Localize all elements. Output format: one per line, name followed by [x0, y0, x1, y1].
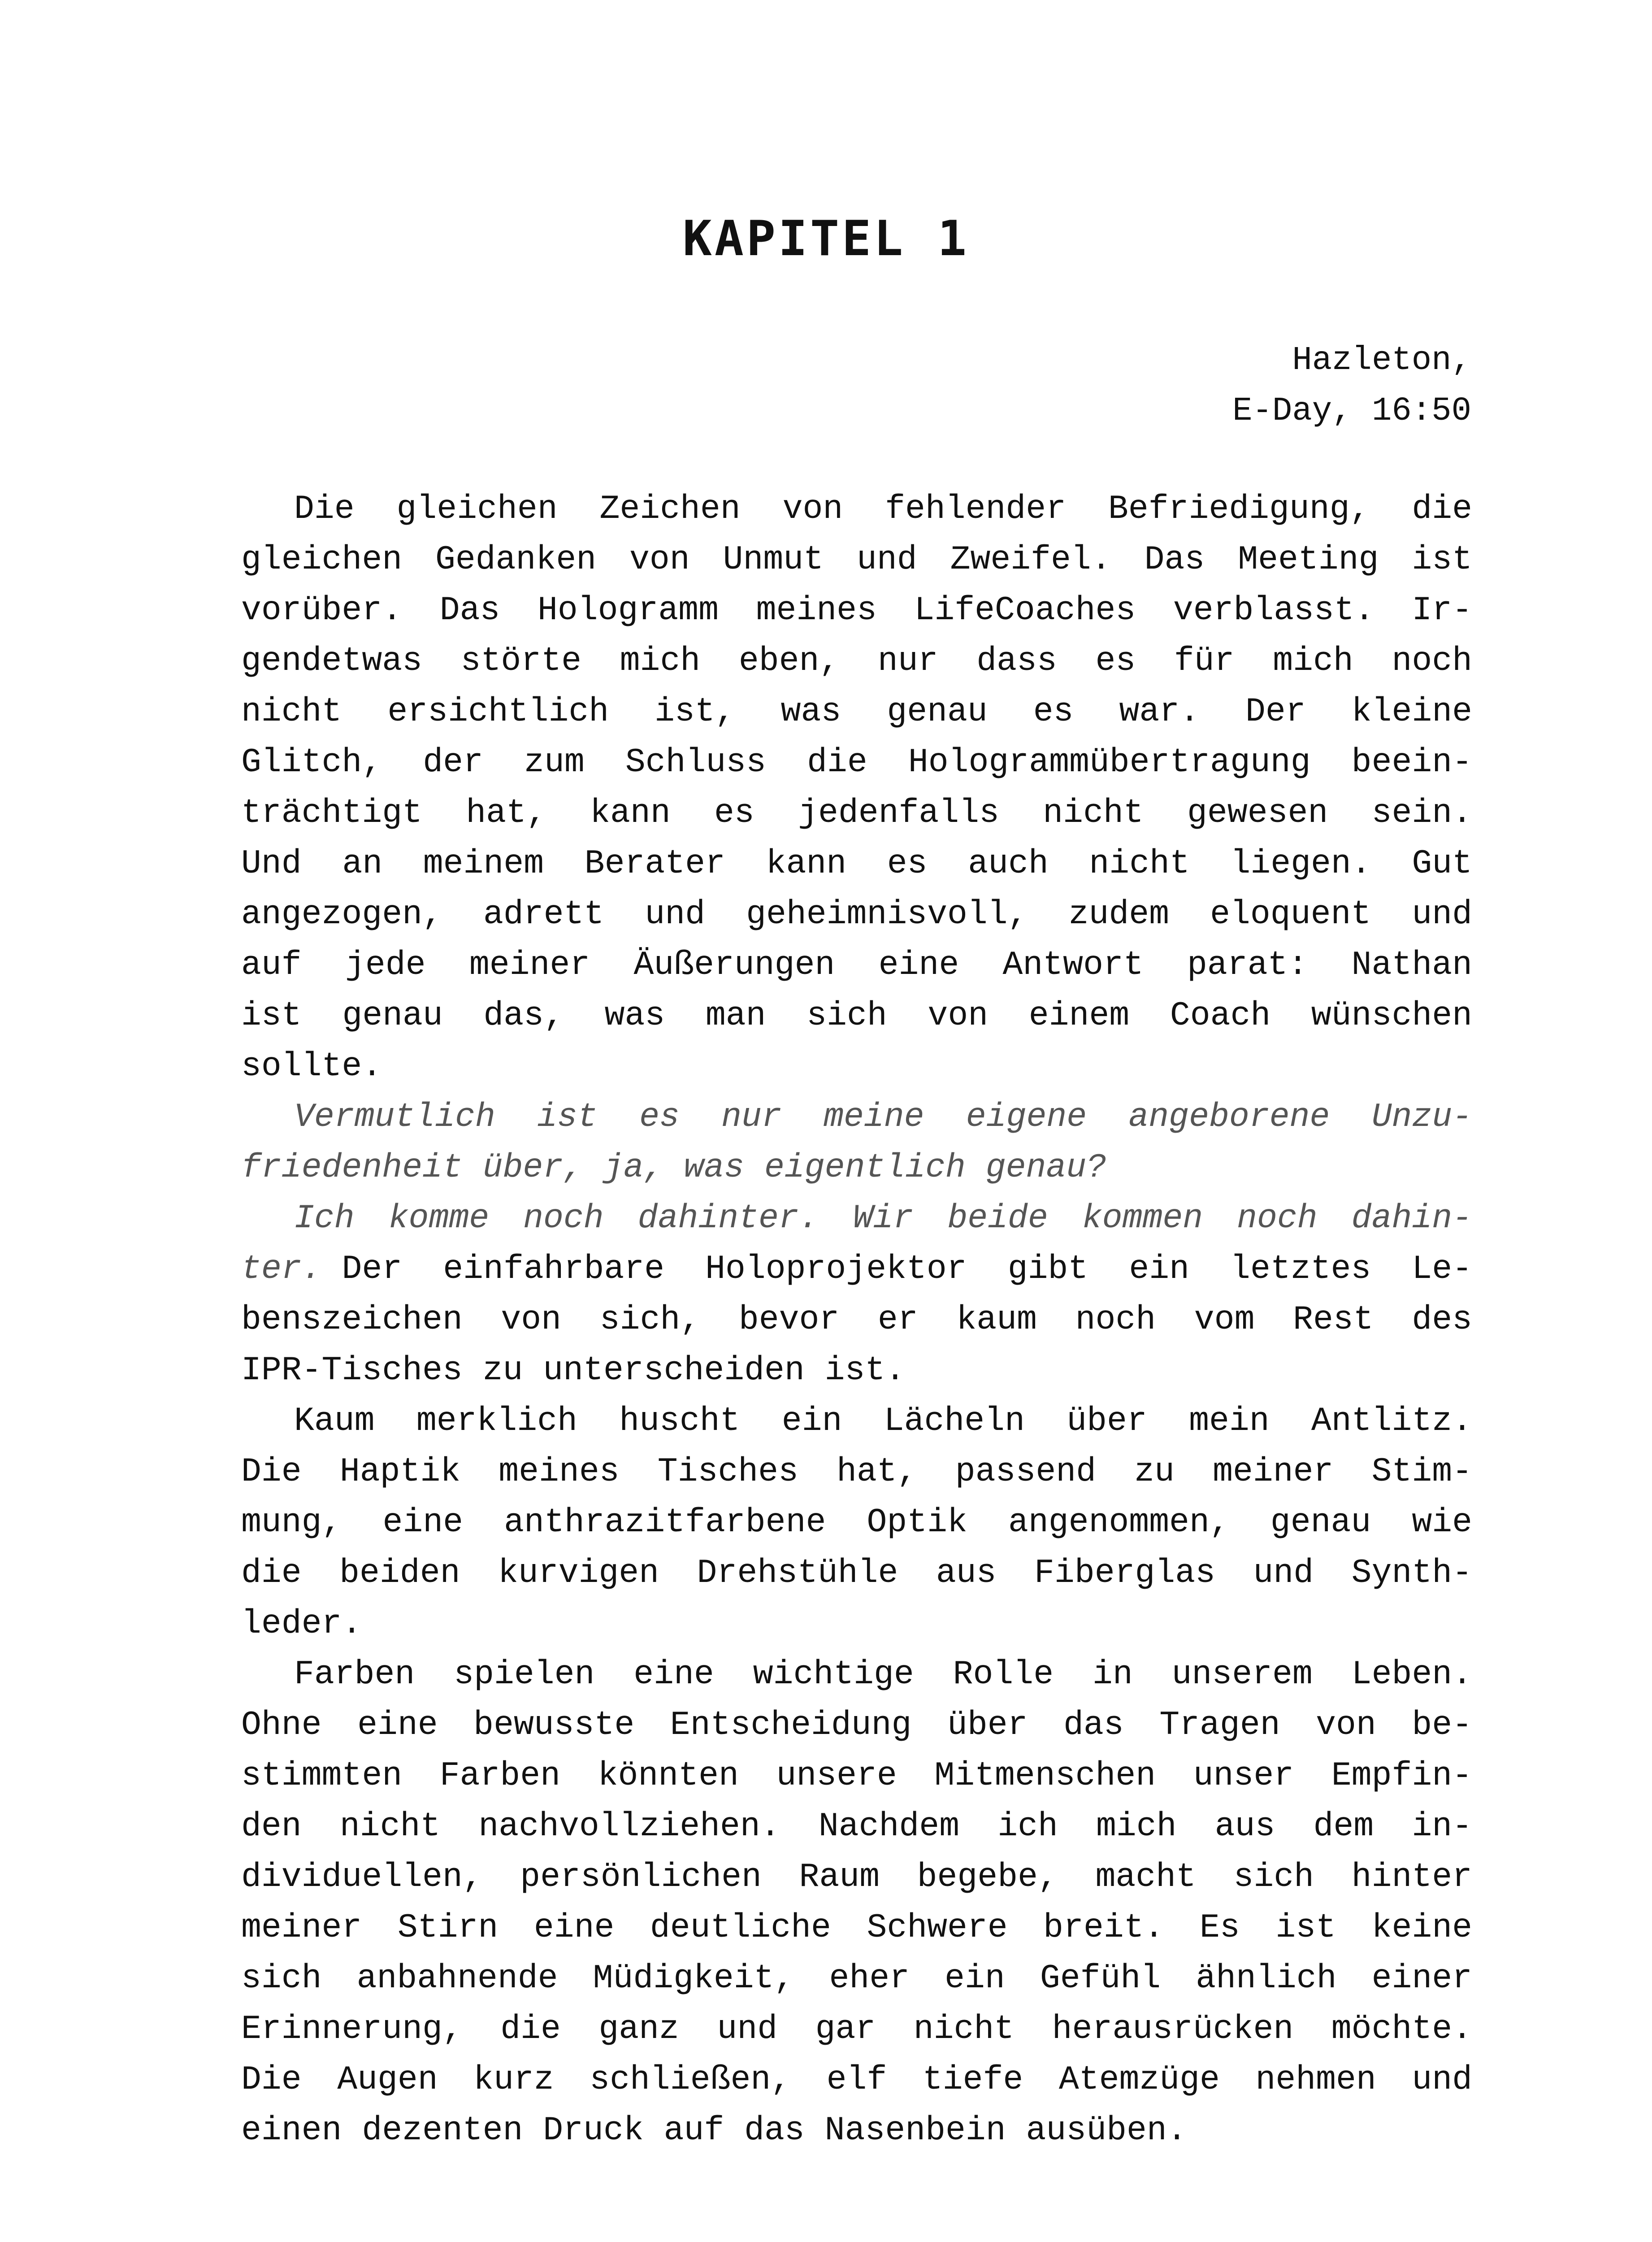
text-line: stimmten Farben könnten unsere Mitmenschen unser Empfin-: [241, 1757, 1472, 1795]
text-line: Glitch, der zum Schluss die Hologrammübertragung beein-: [241, 744, 1472, 782]
text-line: den nicht nachvollziehen. Nachdem ich mich aus dem in-: [241, 1808, 1472, 1846]
text-line: meiner Stirn eine deutliche Schwere breit. Es ist keine: [241, 1909, 1472, 1947]
text-line: die beiden kurvigen Drehstühle aus Fiberglas und Synth-: [241, 1555, 1472, 1592]
dateline-time: E-Day, 16:50: [1232, 392, 1471, 430]
body-text: [241, 484, 1472, 2156]
text-fragment: Der einfahrbare Holoprojektor gibt ein letztes Le-: [342, 1251, 1472, 1288]
text-line: benszeichen von sich, bevor er kaum noch vom Rest des: [241, 1301, 1472, 1339]
paragraph: [241, 484, 1472, 1092]
text-fragment-italic: ter.: [241, 1251, 322, 1288]
text-line: Vermutlich ist es nur meine eigene angeborene Unzu-: [294, 1099, 1472, 1136]
text-line: leder.: [241, 1605, 362, 1643]
text-line: Und an meinem Berater kann es auch nicht liegen. Gut: [241, 845, 1472, 883]
text-line: sollte.: [241, 1048, 382, 1086]
text-line: Ohne eine bewusste Entscheidung über das Tragen von be-: [241, 1707, 1472, 1744]
text-line: vorüber. Das Hologramm meines LifeCoaches verblasst. Ir-: [241, 592, 1472, 630]
paragraph-italic: [241, 1092, 1472, 1194]
text-line: dividuellen, persönlichen Raum begebe, macht sich hinter: [241, 1859, 1472, 1896]
dateline-place: Hazleton,: [1292, 342, 1471, 379]
chapter-title: KAPITEL 1: [682, 211, 970, 267]
paragraph: [241, 1650, 1472, 2156]
text-line: friedenheit über, ja, was eigentlich genau?: [241, 1149, 1107, 1187]
paragraph: [241, 1396, 1472, 1650]
text-line: auf jede meiner Äußerungen eine Antwort parat: Nathan: [241, 947, 1472, 984]
text-line: Erinnerung, die ganz und gar nicht herausrücken möchte.: [241, 2011, 1472, 2048]
text-line: Ich komme noch dahinter. Wir beide kommen noch dahin-: [294, 1200, 1472, 1238]
text-line: Farben spielen eine wichtige Rolle in unserem Leben.: [294, 1656, 1472, 1694]
text-line: Kaum merklich huscht ein Lächeln über mein Antlitz.: [294, 1403, 1472, 1440]
text-line: mung, eine anthrazitfarbene Optik angenommen, genau wie: [241, 1504, 1472, 1542]
text-line: IPR-Tisches zu unterscheiden ist.: [241, 1352, 906, 1390]
text-line: Die Haptik meines Tisches hat, passend zu meiner Stim-: [241, 1453, 1472, 1491]
text-line: Die gleichen Zeichen von fehlender Befriedigung, die: [294, 491, 1472, 528]
text-line-mixed: [241, 1244, 1472, 1295]
text-line: sich anbahnende Müdigkeit, eher ein Gefühl ähnlich einer: [241, 1960, 1472, 1998]
text-line: angezogen, adrett und geheimnisvoll, zudem eloquent und: [241, 896, 1472, 934]
text-line: trächtigt hat, kann es jedenfalls nicht gewesen sein.: [241, 795, 1472, 832]
text-line: nicht ersichtlich ist, was genau es war. Der kleine: [241, 693, 1472, 731]
text-line: gendetwas störte mich eben, nur dass es für mich noch: [241, 643, 1472, 680]
paragraph-mixed: [241, 1194, 1472, 1396]
text-line: einen dezenten Druck auf das Nasenbein ausüben.: [241, 2112, 1187, 2150]
text-line: ist genau das, was man sich von einem Coach wünschen: [241, 997, 1472, 1035]
text-line: Die Augen kurz schließen, elf tiefe Atemzüge nehmen und: [241, 2061, 1472, 2099]
text-line: gleichen Gedanken von Unmut und Zweifel. Das Meeting ist: [241, 541, 1472, 579]
dateline: [1232, 335, 1471, 437]
